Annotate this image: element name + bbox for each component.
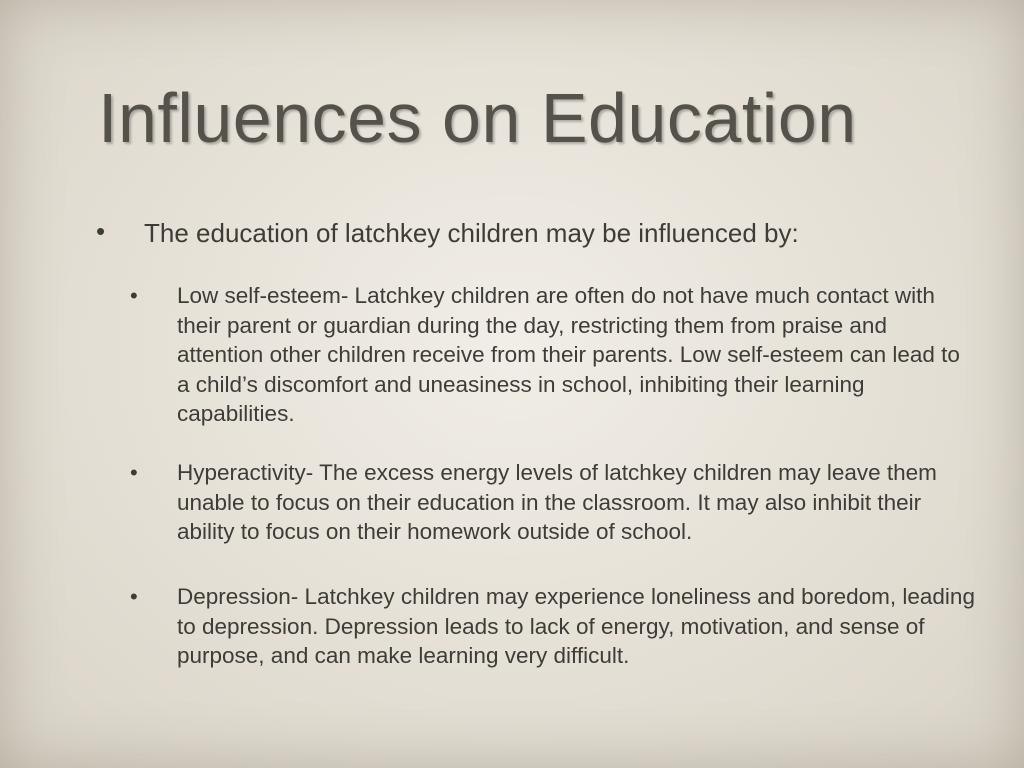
bullet-dot-icon: • (96, 216, 106, 246)
bullet-dot-icon: • (130, 283, 138, 308)
sub-bullet-text: Low self-esteem- Latchkey children are often do not have much contact with their parent or guardian during the day, restricting them from praise and attention other children receive from their parents. Low self-esteem can lead to a child’s discomfort and uneasiness in school, inhibiting their learning capabilities. (177, 283, 960, 426)
sub-bullet-text: Hyperactivity- The excess energy levels of latchkey children may leave them unable to focus on their education in the classroom. It may also inhibit their ability to focus on their homework outside of school. (177, 460, 937, 544)
bullet-dot-icon: • (130, 584, 138, 609)
sub-bullet-text: Depression- Latchkey children may experience loneliness and boredom, leading to depression. Depression leads to lack of energy, motivation, and sense of purpose, and can make learning very difficult. (177, 584, 975, 668)
bullet-dot-icon: • (130, 460, 138, 485)
main-bullet-text: The education of latchkey children may be influenced by: (144, 218, 799, 248)
slide-title: Influences on Education (98, 79, 857, 157)
